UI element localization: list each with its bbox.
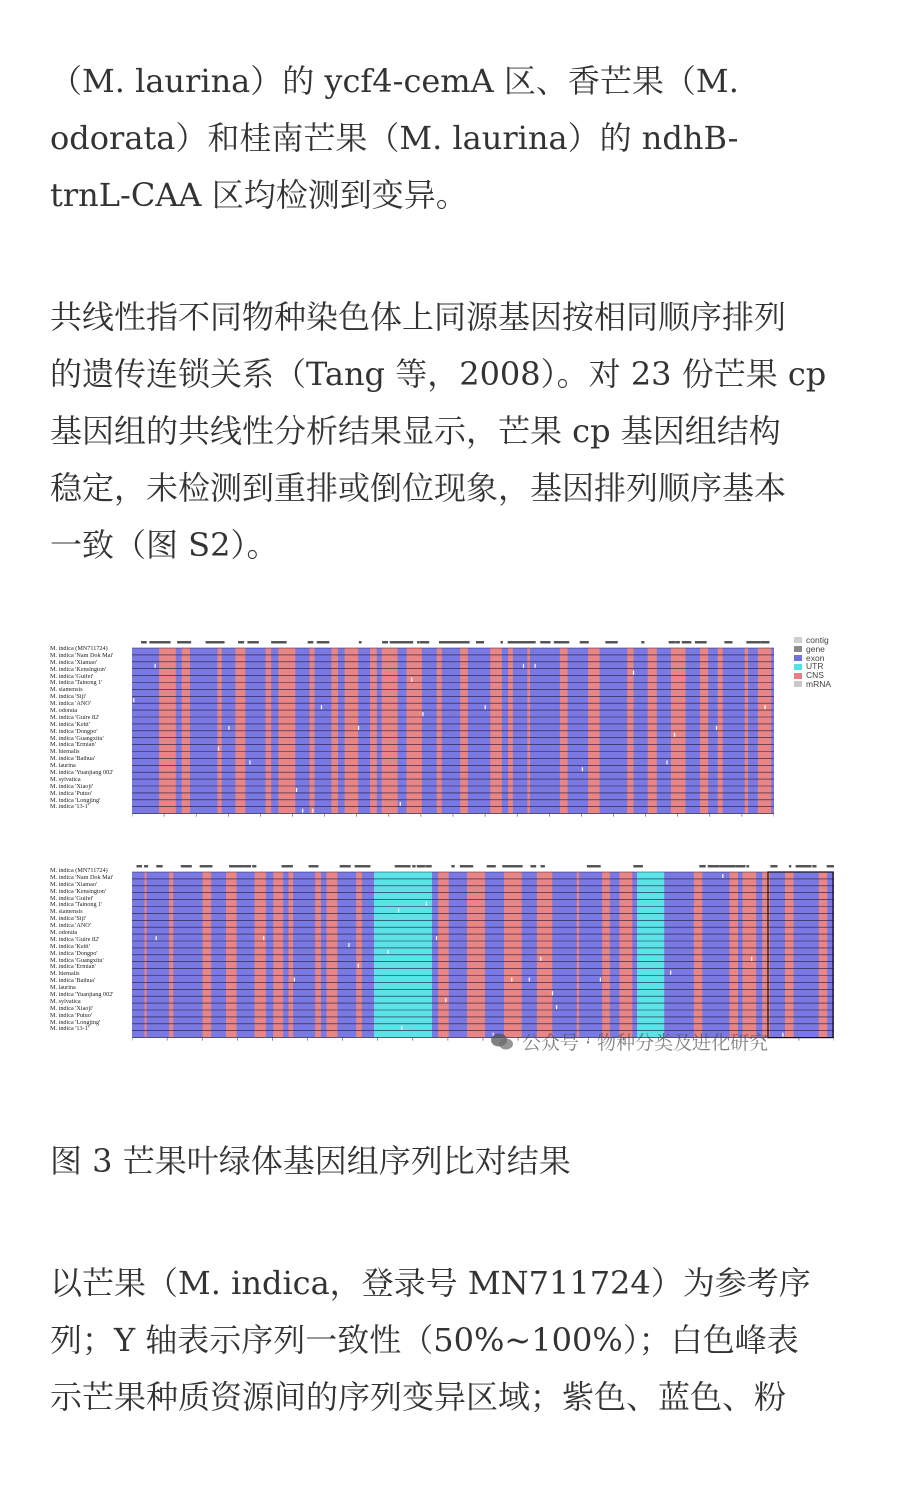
- gene-annotation: [181, 865, 192, 868]
- legend-swatch: [794, 655, 802, 661]
- gene-annotation: [502, 865, 510, 868]
- alignment-track-top: [132, 640, 774, 846]
- gene-annotation: [827, 865, 834, 868]
- sample-label: M. odorata: [50, 930, 78, 937]
- variation-peak: [674, 733, 675, 737]
- variation-peak: [156, 936, 157, 940]
- gene-annotation: [136, 865, 142, 868]
- sample-label: M. indica 'Siji': [50, 694, 87, 701]
- gene-annotation: [770, 865, 777, 868]
- variation-peak: [218, 747, 219, 751]
- gene-annotation: [220, 641, 225, 644]
- sample-label: M. laurina: [50, 985, 76, 992]
- sample-labels: [50, 868, 132, 1033]
- gene-annotation: [735, 865, 742, 868]
- variation-peak: [764, 705, 765, 709]
- sample-label: M. indica 'Kensington': [50, 888, 107, 895]
- sample-label: M. indica (MN711724): [50, 646, 108, 652]
- gene-annotation: [587, 865, 601, 868]
- gene-annotation: [641, 641, 644, 644]
- sample-label: M. indica 'Siji': [50, 916, 87, 923]
- text-line: trnL-CAA 区均检测到变异。: [50, 176, 468, 214]
- variation-peak: [529, 978, 530, 982]
- legend-item: [794, 680, 831, 689]
- sample-label: M. indica '13-1': [50, 1026, 89, 1033]
- gene-annotation: [450, 641, 463, 644]
- gene-annotation: [675, 641, 680, 644]
- legend-label: UTR: [806, 661, 824, 672]
- gene-annotation: [540, 641, 550, 644]
- variation-peak: [722, 874, 723, 878]
- legend-label: gene: [806, 643, 825, 654]
- sample-label: M. indica 'Ermian': [50, 742, 96, 749]
- variation-peak: [445, 998, 446, 1002]
- gene-annotation: [156, 865, 162, 868]
- variation-peak: [302, 809, 303, 813]
- sample-label: M. siamensis: [50, 687, 83, 694]
- gene-annotation: [530, 865, 536, 868]
- alignment-panel-top: [50, 636, 850, 846]
- sample-label: M. indica 'Guire 82': [50, 714, 100, 721]
- gene-annotation: [282, 865, 293, 868]
- sample-label: M. indica 'Yuanjiang 002': [50, 992, 114, 999]
- gene-annotation: [724, 641, 732, 644]
- sample-label: M. indica 'Dongpo': [50, 950, 98, 957]
- legend-label: mRNA: [806, 678, 832, 689]
- gene-annotation: [426, 865, 432, 868]
- gene-annotation: [201, 865, 211, 868]
- gene-annotation: [695, 641, 707, 644]
- gene-annotation: [633, 865, 639, 868]
- gene-annotation: [417, 865, 421, 868]
- sample-label: M. indica 'Xiamao': [50, 659, 98, 666]
- gene-annotation: [359, 641, 362, 644]
- sample-label: M. indica 'Yuanjiang 002': [50, 770, 114, 777]
- text-line: 一致（图 S2）。: [50, 526, 279, 564]
- gene-annotation: [605, 641, 617, 644]
- sample-label: M. sylvatica: [50, 776, 81, 783]
- variation-peak: [358, 726, 359, 730]
- variation-peak: [398, 909, 399, 913]
- paragraph-3: [50, 1255, 855, 1426]
- variation-peak: [670, 971, 671, 975]
- gene-annotation: [141, 641, 147, 644]
- variation-peak: [422, 712, 423, 716]
- variation-peak: [523, 664, 524, 668]
- variation-peak: [312, 809, 313, 813]
- variation-peak: [751, 957, 752, 961]
- gene-annotation: [451, 865, 454, 868]
- gene-annotation: [721, 865, 735, 868]
- sample-label: M. indica 'Guangxitu': [50, 957, 104, 964]
- gene-annotation: [560, 641, 569, 644]
- paragraph-1: [50, 53, 855, 224]
- text-line: 的遗传连锁关系（Tang 等，2008）。对 23 份芒果 cp: [50, 355, 827, 393]
- sample-label: M. indica 'Guire 82': [50, 936, 100, 943]
- sample-label: M. indica 'Guangxitu': [50, 735, 104, 742]
- sample-label: M. indica 'Keitt': [50, 943, 90, 950]
- sample-label: M. laurina: [50, 763, 76, 770]
- sample-label: M. indica 'Guifei': [50, 673, 94, 680]
- sample-label: M. indica 'Tainong 1': [50, 902, 103, 909]
- variation-peak: [534, 664, 535, 668]
- gene-annotation: [758, 641, 761, 644]
- gene-annotation: [149, 641, 161, 644]
- sample-label: M. indica 'Guifei': [50, 895, 94, 902]
- gene-annotation: [398, 865, 411, 868]
- variation-peak: [388, 950, 389, 954]
- gene-annotation: [509, 865, 522, 868]
- gene-annotation: [245, 865, 251, 868]
- legend-swatch: [794, 673, 802, 679]
- gene-annotation: [669, 641, 675, 644]
- gene-annotation: [308, 641, 314, 644]
- gene-annotation: [508, 641, 519, 644]
- variation-peak: [582, 767, 583, 771]
- wechat-icon: [490, 1032, 514, 1052]
- gene-annotation: [580, 641, 589, 644]
- text-line: 稳定，未检测到重排或倒位现象，基因排列顺序基本: [50, 469, 787, 507]
- gene-annotation: [419, 641, 429, 644]
- variation-peak: [228, 726, 229, 730]
- gene-annotation: [407, 641, 413, 644]
- gene-annotation: [272, 641, 278, 644]
- sample-label: M. indica 'Xiaoji': [50, 783, 93, 790]
- variation-peak: [411, 678, 412, 682]
- paragraph-2: [50, 289, 855, 574]
- variation-peak: [358, 964, 359, 968]
- sample-label: M. indica 'Longjing': [50, 1019, 101, 1026]
- variation-peak: [552, 991, 553, 995]
- legend-swatch: [794, 681, 802, 687]
- sample-label: M. indica 'Baihua': [50, 978, 96, 985]
- gene-annotation: [761, 641, 770, 644]
- sample-label: M. indica 'Putuo': [50, 1012, 92, 1019]
- sample-label: M. indica 'Nam Dok Mai': [50, 652, 114, 659]
- legend-label: exon: [806, 652, 825, 663]
- text-line: 共线性指不同物种染色体上同源基因按相同顺序排列: [50, 298, 787, 336]
- gene-annotation: [383, 641, 385, 644]
- legend-swatch: [794, 637, 802, 643]
- text-line: odorata）和桂南芒果（M. laurina）的 ndhB-: [50, 119, 739, 157]
- sample-label: M. indica 'Kensington': [50, 666, 107, 673]
- variation-peak: [263, 936, 264, 940]
- alignment-figure: [50, 636, 850, 1072]
- gene-annotation: [230, 865, 238, 868]
- legend-label: contig: [806, 635, 829, 645]
- variation-peak: [249, 760, 250, 764]
- variation-peak: [296, 788, 297, 792]
- watermark-text: 公众号 · 物种分类及进化研究: [522, 1032, 769, 1054]
- sample-label: M. indica 'Nam Dok Mai': [50, 874, 114, 881]
- variation-peak: [782, 1033, 783, 1037]
- gene-annotation: [746, 865, 749, 868]
- gene-annotation: [412, 865, 415, 868]
- gene-annotation: [309, 865, 319, 868]
- sample-label: M. indica 'Xiaoji': [50, 1005, 93, 1012]
- gene-annotation: [805, 865, 812, 868]
- variation-peak: [400, 802, 401, 806]
- watermark: [490, 1028, 768, 1055]
- variation-peak: [600, 978, 601, 982]
- variation-peak: [426, 902, 427, 906]
- gene-annotation: [439, 641, 445, 644]
- gene-annotation: [420, 865, 425, 868]
- variation-peak: [666, 760, 667, 764]
- variation-peak: [294, 978, 295, 982]
- sample-label: M. indica 'Xiamao': [50, 881, 98, 888]
- sample-label: M. indica 'Tainong 1': [50, 680, 103, 687]
- text-line: 示芒果种质资源间的序列变异区域；紫色、蓝色、粉: [50, 1378, 787, 1416]
- sample-label: M. indica 'Longjing': [50, 797, 101, 804]
- sample-label: M. hiemalis: [50, 749, 80, 756]
- figure-legend: [794, 636, 831, 689]
- gene-annotation: [206, 641, 219, 644]
- gene-annotation: [699, 865, 705, 868]
- sample-label: M. indica 'ANO': [50, 923, 91, 930]
- variation-peak: [485, 705, 486, 709]
- gene-annotation: [317, 641, 330, 644]
- gene-annotation: [501, 641, 503, 644]
- gene-annotation: [153, 641, 155, 644]
- gene-annotation: [238, 641, 244, 644]
- gene-annotation: [747, 641, 757, 644]
- variation-peak: [154, 664, 155, 668]
- sample-label: M. indica '13-1': [50, 804, 89, 811]
- legend-swatch: [794, 664, 802, 670]
- variation-peak: [716, 726, 717, 730]
- sample-label: M. hiemalis: [50, 971, 80, 978]
- text-line: （M. laurina）的 ycf4-cemA 区、香芒果（M.: [50, 62, 739, 100]
- sample-label: M. siamensis: [50, 909, 83, 916]
- gene-annotation: [541, 865, 545, 868]
- text-line: 列；Y 轴表示序列一致性（50%~100%）；白色峰表: [50, 1321, 799, 1359]
- variation-peak: [511, 978, 512, 982]
- text-line: 以芒果（M. indica，登录号 MN711724）为参考序: [50, 1264, 811, 1302]
- variation-peak: [133, 698, 134, 702]
- gene-annotation: [340, 865, 351, 868]
- gene-annotation: [417, 641, 419, 644]
- gene-annotation: [812, 865, 816, 868]
- gene-annotation: [519, 641, 525, 644]
- gene-annotation: [465, 865, 472, 868]
- variation-peak: [321, 705, 322, 709]
- gene-annotation: [789, 865, 791, 868]
- sample-label: M. indica (MN711724): [50, 868, 108, 874]
- gene-annotation: [525, 641, 532, 644]
- sample-label: M. indica 'Ermian': [50, 964, 96, 971]
- sample-label: M. odorata: [50, 708, 78, 715]
- sample-label: M. sylvatica: [50, 998, 81, 1005]
- sample-label: M. indica 'Keitt': [50, 721, 90, 728]
- gene-annotation: [248, 641, 253, 644]
- variation-peak: [556, 1005, 557, 1009]
- sample-label: M. indica 'Putuo': [50, 790, 92, 797]
- sample-label: M. indica 'Baihua': [50, 756, 96, 763]
- figure-caption: 图 3 芒果叶绿体基因组序列比对结果: [50, 1142, 571, 1180]
- variation-peak: [540, 957, 541, 961]
- legend-swatch: [794, 646, 802, 652]
- sample-labels: [50, 646, 132, 811]
- gene-annotation: [477, 641, 484, 644]
- sample-label: M. indica 'Dongpo': [50, 728, 98, 735]
- gene-annotation: [252, 865, 256, 868]
- text-line: 基因组的共线性分析结果显示，芒果 cp 基因组结构: [50, 412, 781, 450]
- gene-annotation: [708, 865, 720, 868]
- gene-annotation: [144, 865, 148, 868]
- gene-annotation: [487, 865, 496, 868]
- sample-label: M. indica 'ANO': [50, 701, 91, 708]
- gene-annotation: [357, 865, 370, 868]
- variation-peak: [401, 1026, 402, 1030]
- gene-annotation: [394, 641, 407, 644]
- variation-peak: [633, 671, 634, 675]
- gene-annotation: [682, 641, 692, 644]
- gene-annotation: [177, 641, 189, 644]
- variation-peak: [436, 936, 437, 940]
- gene-annotation: [279, 641, 286, 644]
- legend-label: CNS: [806, 670, 824, 681]
- variation-peak: [348, 943, 349, 947]
